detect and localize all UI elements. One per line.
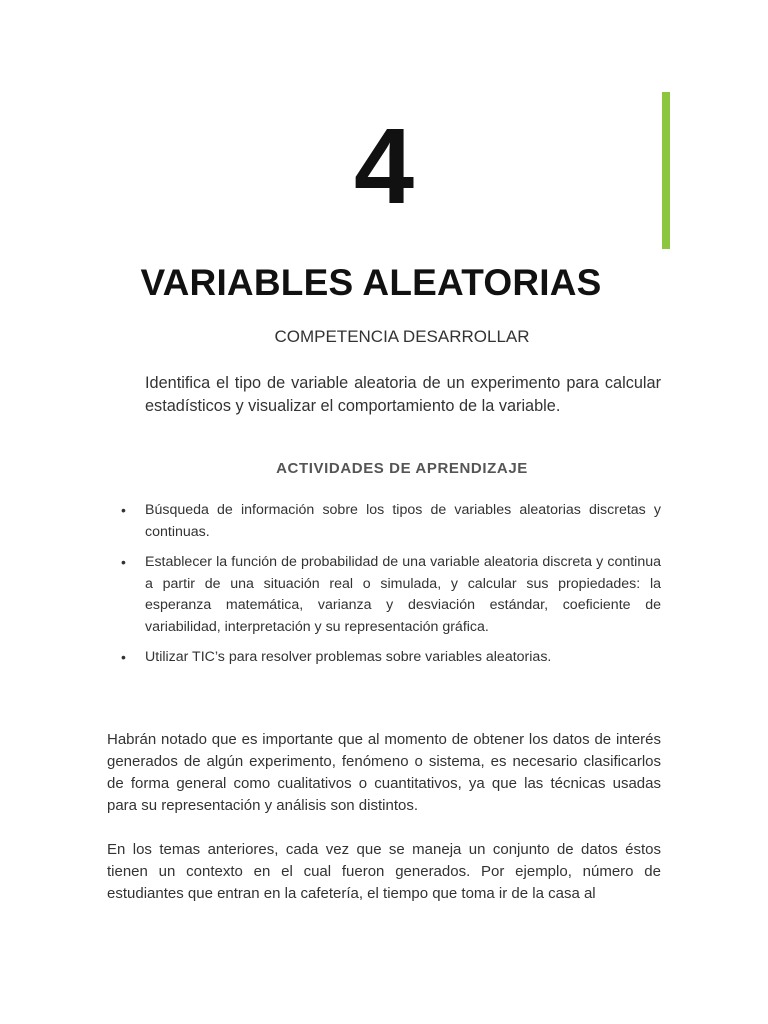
bullet-icon: • bbox=[121, 649, 126, 665]
actividades-heading: ACTIVIDADES DE APRENDIZAJE bbox=[276, 460, 528, 477]
bullet-icon: • bbox=[121, 502, 126, 518]
body-paragraph: Habrán notado que es importante que al momento de obtener los datos de interés generados de algún experimento, fenómeno o sistema, es necesario clasificarlos de forma general como cualitativos o cuantitativos, ya que las técnicas usadas para su representación y análisis son distintos. bbox=[107, 731, 661, 814]
chapter-title: VARIABLES ALEATORIAS bbox=[140, 262, 602, 303]
list-item bbox=[121, 552, 661, 638]
activity-list bbox=[121, 500, 661, 678]
competencia-text: Identifica el tipo de variable aleatoria de un experimento para calcular estadísticos y visualizar el comportamiento de la variable. bbox=[145, 374, 661, 415]
competencia-heading: COMPETENCIA DESARROLLAR bbox=[274, 327, 530, 346]
body-paragraph: En los temas anteriores, cada vez que se maneja un conjunto de datos éstos tienen un contexto en el cual fueron generados. Por ejemplo, número de estudiantes que entran en la cafetería, el tiempo que toma ir de la casa al bbox=[107, 841, 661, 902]
list-item-text: Utilizar TIC’s para resolver problemas sobre variables aleatorias. bbox=[145, 649, 552, 665]
list-item bbox=[121, 500, 661, 543]
chapter-number: 4 bbox=[353, 105, 415, 226]
list-item bbox=[121, 647, 661, 669]
bullet-icon: • bbox=[121, 554, 126, 570]
list-item-text: Establecer la función de probabilidad de una variable aleatoria discreta y continua a partir de una situación real o simulada, y calcular sus propiedades: la esperanza matemática, varianza y desviación estándar, coeficiente de variabilidad, interpretación y su representación gráfica. bbox=[145, 554, 661, 635]
list-item-text: Búsqueda de información sobre los tipos de variables aleatorias discretas y continuas. bbox=[145, 502, 661, 540]
